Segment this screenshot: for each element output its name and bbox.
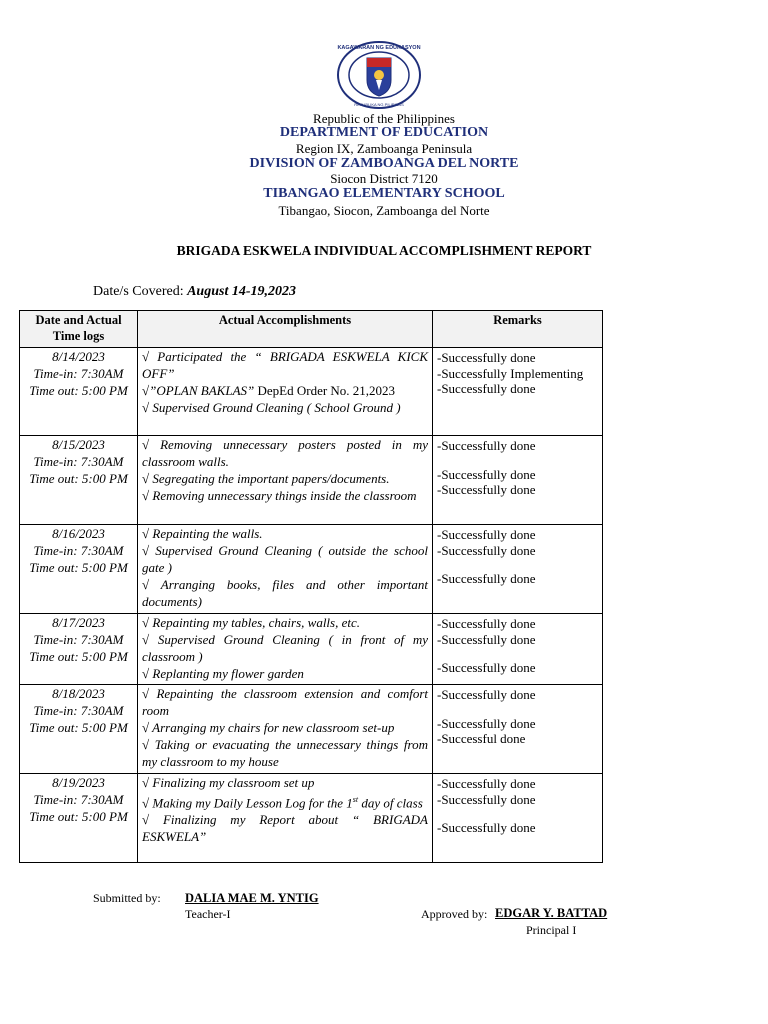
remark-item: -Successfully done [437, 350, 536, 365]
department-line: DEPARTMENT OF EDUCATION [279, 125, 489, 140]
table-row [20, 436, 603, 525]
deped-seal-logo [336, 40, 422, 110]
accomplishments-cell [138, 436, 433, 525]
date-cell [20, 436, 138, 525]
header-date-time: Date and Actual Time logs [20, 311, 138, 348]
approved-by-name: EDGAR Y. BATTAD [495, 906, 608, 920]
date-cell [20, 525, 138, 614]
accomplishments-cell [138, 685, 433, 774]
accomplishment-item: √ Taking or evacuating the unnecessary things from my classroom to my house [142, 737, 428, 769]
accomplishments-cell [138, 525, 433, 614]
remark-item: -Successfully done [437, 466, 536, 482]
time-out: Time out: 5:00 PM [29, 383, 128, 398]
accomplishment-item: √ Segregating the important papers/documents. [142, 471, 390, 486]
remark-gap [437, 558, 598, 571]
date: 8/14/2023 [52, 349, 105, 364]
time-in: Time-in: 7:30AM [33, 454, 124, 469]
republic-line: Republic of the Philippines [313, 111, 455, 126]
time-in: Time-in: 7:30AM [33, 366, 124, 381]
remark-item: -Successful done [437, 731, 526, 746]
division-line: DIVISION OF ZAMBOANGA DEL NORTE [249, 156, 519, 171]
accomplishment-item: √ Repainting the walls. [142, 526, 263, 541]
date-cell [20, 614, 138, 685]
table-row [20, 685, 603, 774]
approved-by-position: Principal I [526, 923, 577, 937]
time-in: Time-in: 7:30AM [33, 792, 124, 807]
submitted-by-name: DALIA MAE M. YNTIG [185, 891, 319, 905]
time-in: Time-in: 7:30AM [33, 703, 124, 718]
region-line: Region IX, Zamboanga Peninsula [295, 141, 473, 156]
accomplishment-item: √ Supervised Ground Cleaning ( in front of my classroom ) [142, 632, 428, 664]
time-out: Time out: 5:00 PM [29, 809, 128, 824]
approved-by-label: Approved by: [421, 907, 488, 921]
accomplishment-item: √ Finalizing my Report about “ BRIGADA ESKWELA” [142, 812, 428, 845]
time-out: Time out: 5:00 PM [29, 560, 128, 575]
accomplishment-item: √ Removing unnecessary things inside the classroom [142, 488, 417, 503]
accomplishment-item: √ Replanting my flower garden [142, 666, 304, 681]
accomplishment-table [19, 310, 603, 863]
accomplishment-item: √ Repainting the classroom extension and comfort room [142, 686, 428, 718]
date: 8/15/2023 [52, 437, 105, 452]
remark-item: -Successfully done [437, 820, 536, 835]
time-out: Time out: 5:00 PM [29, 720, 128, 735]
date: 8/16/2023 [52, 526, 105, 541]
remark-item: -Successfully done [437, 571, 536, 586]
remark-gap [437, 703, 598, 716]
date: 8/19/2023 [52, 775, 105, 790]
remark-item: -Successfully done [437, 616, 536, 631]
date-cell [20, 774, 138, 863]
remark-item: -Successfully done [437, 381, 536, 396]
time-in: Time-in: 7:30AM [33, 543, 124, 558]
remark-item: -Successfully done [437, 438, 536, 453]
accomplishment-item: √ Arranging books, files and other important documents) [142, 577, 428, 609]
table-row [20, 774, 603, 863]
accomplishments-cell [138, 774, 433, 863]
remark-item: -Successfully done [437, 631, 536, 647]
remark-gap [437, 807, 598, 820]
remark-item: -Successfully done [437, 542, 536, 558]
remark-item: -Successfully done [437, 527, 536, 542]
date: 8/17/2023 [52, 615, 105, 630]
submitted-by-label: Submitted by: [93, 891, 161, 905]
date-cell [20, 685, 138, 774]
remarks-cell [433, 436, 603, 525]
table-row [20, 614, 603, 685]
header-remarks: Remarks [433, 311, 603, 348]
remark-item: -Successfully Implementing [437, 365, 584, 381]
header-accomplishments: Actual Accomplishments [138, 311, 433, 348]
remarks-cell [433, 525, 603, 614]
svg-text:KAGAWARAN NG EDUKASYON: KAGAWARAN NG EDUKASYON [337, 45, 421, 51]
report-title: BRIGADA ESKWELA INDIVIDUAL ACCOMPLISHMENT REPORT [176, 243, 592, 258]
date-cell [20, 348, 138, 436]
time-in: Time-in: 7:30AM [33, 632, 124, 647]
date: 8/18/2023 [52, 686, 105, 701]
accomplishments-cell [138, 348, 433, 436]
remark-gap [437, 647, 598, 660]
district-line: Siocon District 7120 [330, 171, 438, 186]
accomplishment-item: √ Participated the “ BRIGADA ESKWELA KICK OFF” [142, 349, 428, 381]
svg-text:REPUBLIKA NG PILIPINAS: REPUBLIKA NG PILIPINAS [354, 102, 404, 107]
accomplishment-item: √ Supervised Ground Cleaning ( outside the school gate ) [142, 543, 428, 575]
remark-item: -Successfully done [437, 791, 536, 807]
dates-covered-value: August 14-19,2023 [187, 284, 297, 299]
table-row [20, 525, 603, 614]
remarks-cell [433, 614, 603, 685]
table-header-row [20, 311, 603, 348]
remark-item: -Successfully done [437, 715, 536, 731]
remark-item: -Successfully done [437, 776, 536, 791]
accomplishment-item: √”OPLAN BAKLAS” DepEd Order No. 21,2023 [142, 383, 396, 398]
accomplishment-item: √ Making my Daily Lesson Log for the 1st day of class [142, 795, 423, 811]
accomplishment-item: √ Finalizing my classroom set up [142, 775, 315, 790]
dates-covered [93, 284, 296, 300]
time-out: Time out: 5:00 PM [29, 471, 128, 486]
remarks-cell [433, 774, 603, 863]
remarks-cell [433, 685, 603, 774]
time-out: Time out: 5:00 PM [29, 649, 128, 664]
remark-gap [437, 454, 598, 467]
accomplishment-item: √ Repainting my tables, chairs, walls, etc. [142, 615, 360, 630]
remark-item: -Successfully done [437, 482, 536, 497]
remarks-cell [433, 348, 603, 436]
remark-item: -Successfully done [437, 687, 536, 702]
address-line: Tibangao, Siocon, Zamboanga del Norte [278, 203, 490, 218]
accomplishment-item: √ Arranging my chairs for new classroom set-up [142, 720, 395, 735]
dates-covered-label: Date/s Covered: [93, 284, 184, 299]
accomplishments-cell [138, 614, 433, 685]
submitted-by-position: Teacher-I [185, 907, 231, 921]
remark-item: -Successfully done [437, 660, 536, 675]
accomplishment-item: √ Removing unnecessary posters posted in my classroom walls. [142, 437, 428, 469]
table-row [20, 348, 603, 436]
accomplishment-item: √ Supervised Ground Cleaning ( School Ground ) [142, 400, 401, 415]
school-line: TIBANGAO ELEMENTARY SCHOOL [263, 186, 505, 201]
